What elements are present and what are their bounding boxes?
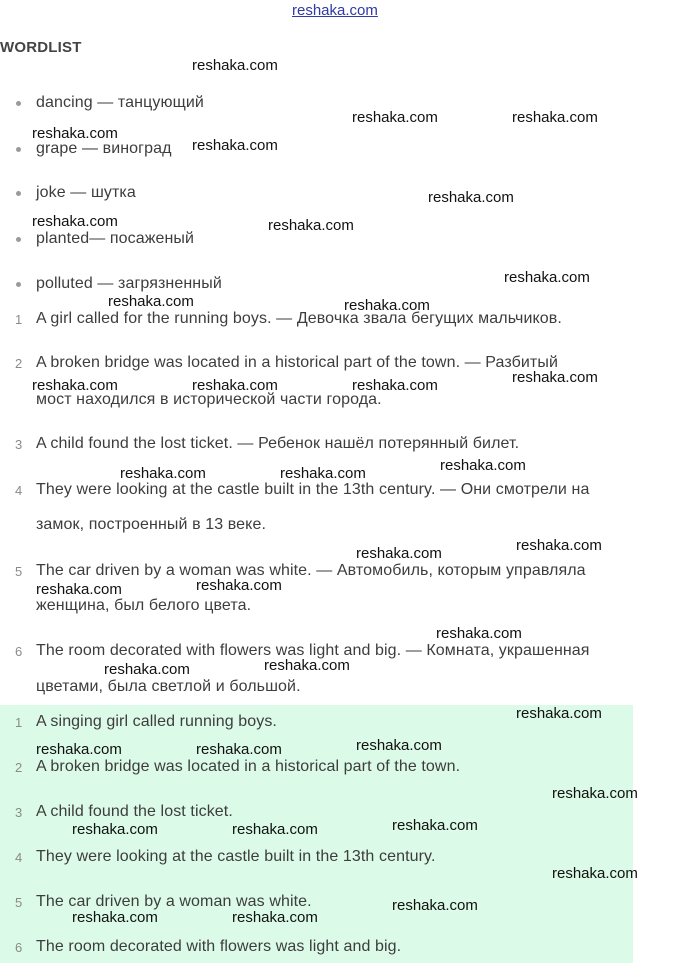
watermark: reshaka.com bbox=[552, 785, 638, 802]
watermark: reshaka.com bbox=[32, 377, 118, 394]
translation-line: A child found the lost ticket. — Ребенок нашёл потерянный билет. bbox=[36, 435, 520, 452]
item-number: 1 bbox=[15, 312, 23, 327]
site-link[interactable]: reshaka.com bbox=[292, 2, 378, 19]
item-number: 5 bbox=[15, 564, 23, 579]
item-number: 4 bbox=[15, 483, 23, 498]
translation-line: They were looking at the castle built in the 13th century. — Они смотрели на bbox=[36, 481, 590, 498]
wordlist-item: polluted — загрязненный bbox=[36, 275, 222, 292]
watermark: reshaka.com bbox=[232, 821, 318, 838]
watermark: reshaka.com bbox=[192, 377, 278, 394]
translation-line: женщина, был белого цвета. bbox=[36, 597, 252, 614]
translation-line: мост находился в исторической части города. bbox=[36, 391, 382, 408]
item-number: 2 bbox=[15, 760, 23, 775]
answer-line: A child found the lost ticket. bbox=[36, 803, 233, 820]
watermark: reshaka.com bbox=[392, 817, 478, 834]
translation-line: A broken bridge was located in a historical part of the town. — Разбитый bbox=[36, 354, 558, 371]
watermark: reshaka.com bbox=[72, 821, 158, 838]
item-number: 4 bbox=[15, 850, 23, 865]
watermark: reshaka.com bbox=[356, 545, 442, 562]
item-number: 1 bbox=[15, 715, 23, 730]
watermark: reshaka.com bbox=[344, 297, 430, 314]
watermark: reshaka.com bbox=[436, 625, 522, 642]
watermark: reshaka.com bbox=[196, 577, 282, 594]
translation-line: замок, построенный в 13 веке. bbox=[36, 516, 266, 533]
translation-line: The room decorated with flowers was light and big. — Комната, украшенная bbox=[36, 642, 590, 659]
watermark: reshaka.com bbox=[196, 741, 282, 758]
watermark: reshaka.com bbox=[516, 537, 602, 554]
watermark: reshaka.com bbox=[108, 293, 194, 310]
wordlist-item: grape — виноград bbox=[36, 140, 172, 157]
wordlist-item: joke — шутка bbox=[36, 184, 136, 201]
watermark: reshaka.com bbox=[512, 369, 598, 386]
watermark: reshaka.com bbox=[36, 581, 122, 598]
item-number: 5 bbox=[15, 895, 23, 910]
watermark: reshaka.com bbox=[264, 657, 350, 674]
bullet bbox=[16, 147, 21, 152]
bullet bbox=[16, 101, 21, 106]
answer-line: The room decorated with flowers was light and big. bbox=[36, 938, 402, 955]
translation-line: The car driven by a woman was white. — Автомобиль, которым управляла bbox=[36, 562, 586, 579]
item-number: 3 bbox=[15, 805, 23, 820]
item-number: 3 bbox=[15, 437, 23, 452]
wordlist-item: planted— посаженый bbox=[36, 230, 195, 247]
item-number: 2 bbox=[15, 356, 23, 371]
item-number: 6 bbox=[15, 940, 23, 955]
item-number: 6 bbox=[15, 644, 23, 659]
translation-line: цветами, была светлой и большой. bbox=[36, 678, 301, 695]
watermark: reshaka.com bbox=[36, 741, 122, 758]
watermark: reshaka.com bbox=[516, 705, 602, 722]
watermark: reshaka.com bbox=[356, 737, 442, 754]
watermark: reshaka.com bbox=[268, 217, 354, 234]
watermark: reshaka.com bbox=[428, 189, 514, 206]
watermark: reshaka.com bbox=[104, 661, 190, 678]
translation-line: A girl called for the running boys. — Девочка звала бегущих мальчиков. bbox=[36, 310, 562, 327]
answer-line: A singing girl called running boys. bbox=[36, 713, 277, 730]
bullet bbox=[16, 191, 21, 196]
watermark: reshaka.com bbox=[280, 465, 366, 482]
watermark: reshaka.com bbox=[72, 909, 158, 926]
watermark: reshaka.com bbox=[32, 125, 118, 142]
bullet bbox=[16, 237, 21, 242]
watermark: reshaka.com bbox=[232, 909, 318, 926]
watermark: reshaka.com bbox=[120, 465, 206, 482]
watermark: reshaka.com bbox=[504, 269, 590, 286]
watermark: reshaka.com bbox=[552, 865, 638, 882]
bullet bbox=[16, 282, 21, 287]
watermark: reshaka.com bbox=[352, 109, 438, 126]
wordlist-heading: WORDLIST bbox=[0, 39, 82, 56]
wordlist-item: dancing — танцующий bbox=[36, 94, 204, 111]
answer-line: The car driven by a woman was white. bbox=[36, 893, 312, 910]
watermark: reshaka.com bbox=[440, 457, 526, 474]
watermark: reshaka.com bbox=[32, 213, 118, 230]
watermark: reshaka.com bbox=[512, 109, 598, 126]
answer-line: A broken bridge was located in a historical part of the town. bbox=[36, 758, 461, 775]
watermark: reshaka.com bbox=[392, 897, 478, 914]
watermark: reshaka.com bbox=[192, 57, 278, 74]
watermark: reshaka.com bbox=[192, 137, 278, 154]
watermark: reshaka.com bbox=[352, 377, 438, 394]
answer-line: They were looking at the castle built in the 13th century. bbox=[36, 848, 436, 865]
